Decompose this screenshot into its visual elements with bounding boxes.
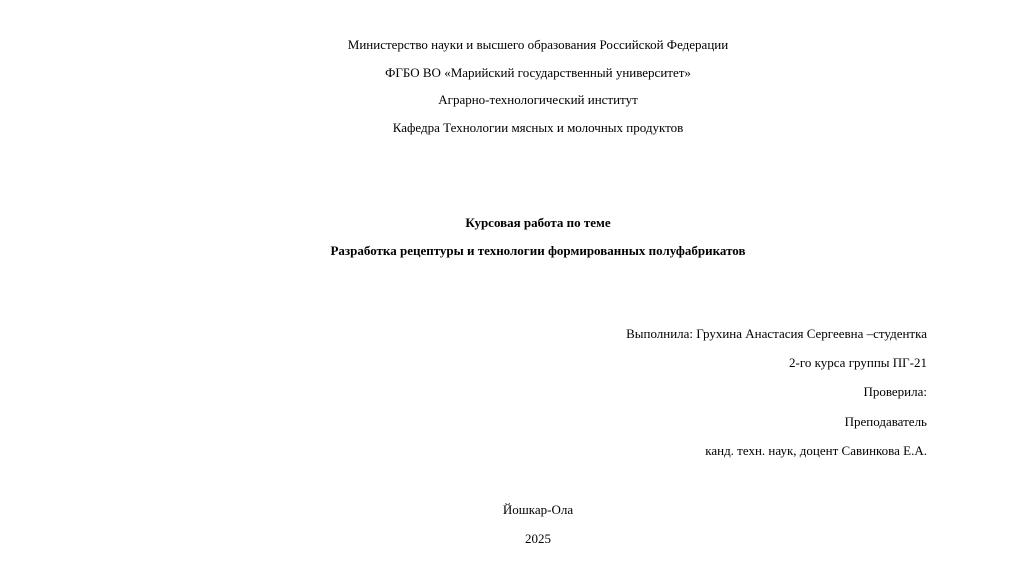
work-kind-title: Курсовая работа по теме	[465, 215, 611, 230]
teacher-role-line: Преподаватель	[844, 414, 927, 429]
course-group-line: 2-го курса группы ПГ-21	[789, 355, 927, 370]
institute-line: Аграрно-технологический институт	[438, 92, 638, 107]
checked-by-line: Проверила:	[863, 384, 927, 399]
work-topic-title: Разработка рецептуры и технологии формированных полуфабрикатов	[330, 243, 746, 258]
ministry-line: Министерство науки и высшего образования Российской Федерации	[347, 37, 729, 52]
performed-by-line: Выполнила: Грухина Анастасия Сергеевна –студентка	[626, 326, 927, 341]
department-line: Кафедра Технологии мясных и молочных продуктов	[392, 120, 684, 135]
year-line: 2025	[525, 531, 551, 546]
teacher-name-line: канд. техн. наук, доцент Савинкова Е.А.	[705, 443, 927, 458]
city-line: Йошкар-Ола	[502, 502, 574, 517]
university-line: ФГБО ВО «Марийский государственный университет»	[385, 65, 691, 80]
